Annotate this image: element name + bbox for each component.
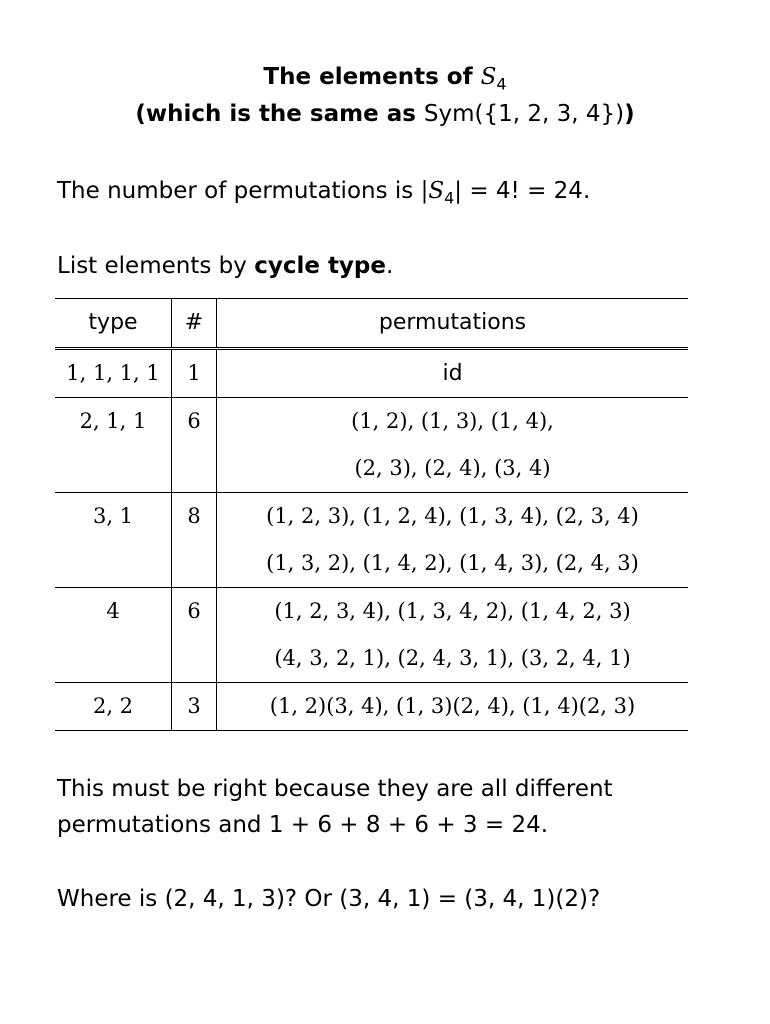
- cell-permutations: [217, 683, 689, 731]
- intro-paragraph: [57, 173, 737, 217]
- intro-formula: |S: [420, 178, 445, 204]
- permutation-line: (1, 2, 3, 4), (1, 3, 4, 2), (1, 4, 2, 3): [274, 599, 631, 623]
- table-row: [55, 683, 688, 731]
- title-line1-prefix: The elements of: [263, 64, 481, 90]
- subtitle-sym: Sym({1, 2, 3, 4}): [423, 101, 625, 127]
- cell-type: [55, 588, 172, 683]
- cell-type: [55, 349, 172, 398]
- cell-type: [55, 493, 172, 588]
- list-by-suffix: .: [386, 253, 394, 279]
- count-value: 6: [187, 599, 201, 623]
- cell-count: [172, 588, 217, 683]
- title-group-symbol: S: [480, 64, 497, 90]
- permutation-line: (2, 3), (2, 4), (3, 4): [354, 456, 551, 480]
- question-paragraph: [57, 881, 737, 917]
- permutation-line: (1, 2)(3, 4), (1, 3)(2, 4), (1, 4)(2, 3): [269, 694, 636, 718]
- header-type: type: [55, 299, 172, 349]
- title-group-subscript: 4: [496, 74, 507, 94]
- type-value: 2, 2: [92, 694, 134, 718]
- subtitle-suffix: ): [624, 101, 635, 127]
- permutation-line: id: [442, 361, 463, 386]
- cell-type: [55, 398, 172, 493]
- conclusion-line-2: permutations and 1 + 6 + 8 + 6 + 3 = 24.: [57, 812, 549, 838]
- conclusion-paragraph: [57, 771, 737, 843]
- cell-type: [55, 683, 172, 731]
- cell-permutations: [217, 398, 689, 493]
- type-value: 1, 1, 1, 1: [66, 361, 160, 385]
- cell-count: [172, 398, 217, 493]
- count-value: 3: [187, 694, 201, 718]
- permutation-line: (1, 3, 2), (1, 4, 2), (1, 4, 3), (2, 4, 3): [266, 551, 639, 575]
- table-row: [55, 493, 688, 588]
- count-value: 6: [187, 409, 201, 433]
- list-by-bold: cycle type: [254, 253, 386, 279]
- cell-permutations: [217, 588, 689, 683]
- subtitle-prefix: (which is the same as: [135, 101, 424, 127]
- page-subtitle: [0, 101, 770, 127]
- cycle-type-table: [55, 298, 688, 731]
- header-count: #: [172, 299, 217, 349]
- cell-count: [172, 349, 217, 398]
- intro-formula-rest: | = 4! = 24.: [454, 178, 591, 204]
- permutation-line: (4, 3, 2, 1), (2, 4, 3, 1), (3, 2, 4, 1): [274, 646, 631, 670]
- question-text: Where is (2, 4, 1, 3)? Or (3, 4, 1) = (3, 4, 1)(2)?: [57, 886, 601, 912]
- conclusion-line-1: This must be right because they are all different: [57, 776, 613, 802]
- cell-permutations: [217, 493, 689, 588]
- header-permutations: permutations: [217, 299, 689, 349]
- cell-count: [172, 493, 217, 588]
- intro-prefix: The number of permutations is: [57, 178, 421, 204]
- count-value: 8: [187, 504, 201, 528]
- type-value: 3, 1: [92, 504, 134, 528]
- intro-formula-subscript: 4: [444, 188, 455, 208]
- list-by-paragraph: [57, 248, 737, 284]
- table-row: [55, 398, 688, 493]
- page-title: [0, 64, 770, 94]
- count-value: 1: [187, 361, 201, 385]
- type-value: 4: [106, 599, 120, 623]
- cell-count: [172, 683, 217, 731]
- table-row: [55, 588, 688, 683]
- permutation-line: (1, 2), (1, 3), (1, 4),: [351, 409, 554, 433]
- type-value: 2, 1, 1: [79, 409, 147, 433]
- table-header-row: [55, 299, 688, 349]
- table-row: [55, 349, 688, 398]
- list-by-prefix: List elements by: [57, 253, 255, 279]
- permutation-line: (1, 2, 3), (1, 2, 4), (1, 3, 4), (2, 3, 4): [266, 504, 639, 528]
- cell-permutations: [217, 349, 689, 398]
